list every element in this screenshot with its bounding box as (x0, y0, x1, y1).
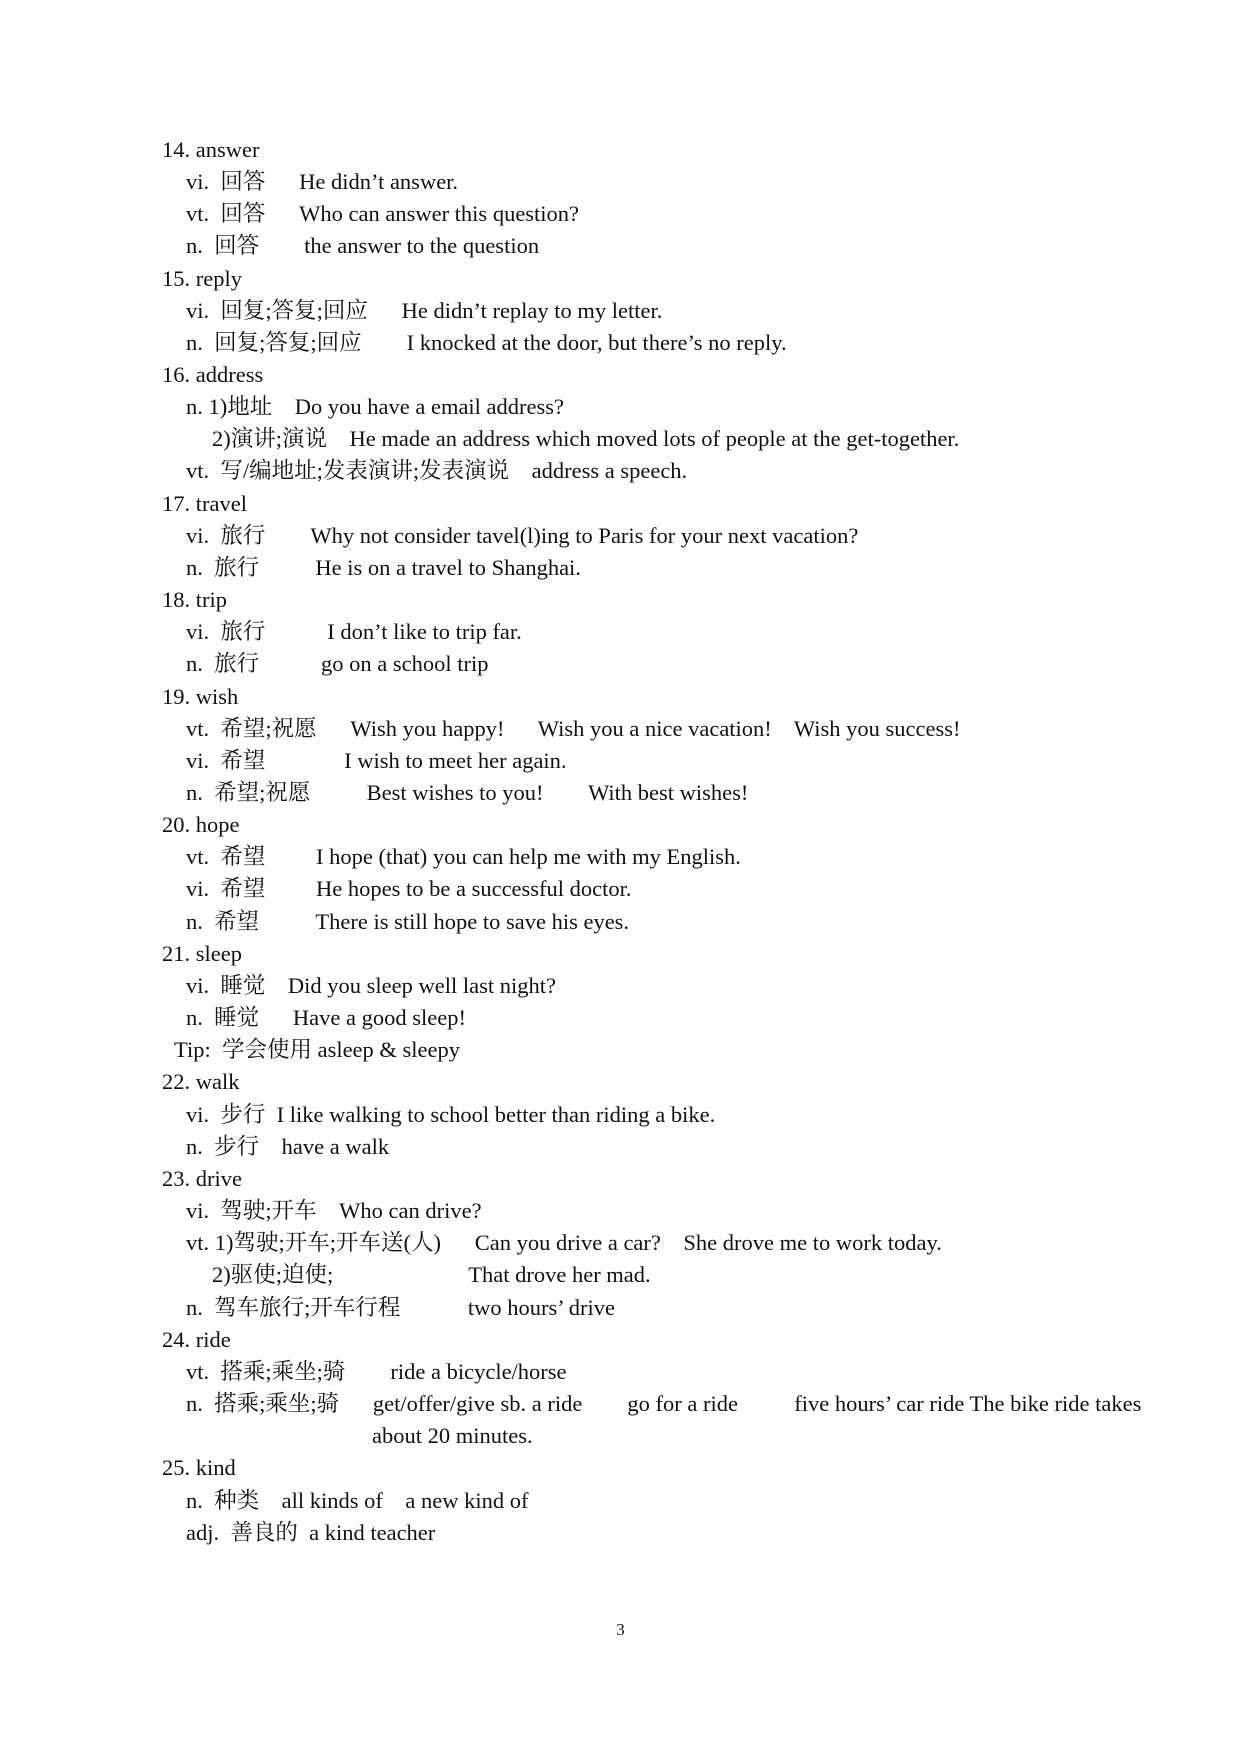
entry-heading-trip: 18. trip (162, 587, 227, 612)
sense-line: vt. 希望 I hope (that) you can help me with my English. (186, 844, 741, 869)
sense-line: vt. 1)驾驶;开车;开车送(人) Can you drive a car? She drove me to work today. (186, 1230, 942, 1255)
sense-line: n. 步行 have a walk (186, 1134, 390, 1159)
sense-line: vi. 希望 I wish to meet her again. (186, 748, 567, 773)
sense-line: n. 回复;答复;回应 I knocked at the door, but there’s no reply. (186, 330, 787, 355)
sense-line: vt. 回答 Who can answer this question? (186, 201, 580, 226)
entry-heading-reply: 15. reply (162, 266, 242, 291)
sense-line: vi. 步行 I like walking to school better than riding a bike. (186, 1102, 716, 1127)
entry-heading-address: 16. address (162, 362, 264, 387)
entry-heading-wish: 19. wish (162, 684, 239, 709)
sense-line: n. 旅行 go on a school trip (186, 651, 489, 676)
sense-line: vt. 希望;祝愿 Wish you happy! Wish you a nice vacation! Wish you success! (186, 716, 961, 741)
sense-line: vi. 驾驶;开车 Who can drive? (186, 1198, 482, 1223)
sense-line: vi. 回复;答复;回应 He didn’t replay to my letter. (186, 298, 663, 323)
sense-line: vi. 希望 He hopes to be a successful doctor. (186, 876, 632, 901)
tip-line: Tip: 学会使用 asleep & sleepy (174, 1037, 461, 1062)
sense-line: n. 希望;祝愿 Best wishes to you! With best wishes! (186, 780, 749, 805)
sense-line: 2)演讲;演说 He made an address which moved lots of people at the get-together. (212, 426, 960, 451)
sense-line: n. 种类 all kinds of a new kind of (186, 1488, 529, 1513)
entry-heading-ride: 24. ride (162, 1327, 231, 1352)
sense-line: adj. 善良的 a kind teacher (186, 1520, 436, 1545)
sense-line: 2)驱使;迫使; That drove her mad. (212, 1262, 651, 1287)
sense-line: n. 回答 the answer to the question (186, 233, 540, 258)
entry-heading-answer: 14. answer (162, 137, 260, 162)
sense-line: n. 睡觉 Have a good sleep! (186, 1005, 466, 1030)
sense-line: n. 旅行 He is on a travel to Shanghai. (186, 555, 581, 580)
sense-line: vi. 睡觉 Did you sleep well last night? (186, 973, 556, 998)
entry-heading-hope: 20. hope (162, 812, 240, 837)
sense-line: vt. 搭乘;乘坐;骑 ride a bicycle/horse (186, 1359, 567, 1384)
sense-line: vi. 旅行 Why not consider tavel(l)ing to Paris for your next vacation? (186, 523, 859, 548)
sense-line: vi. 旅行 I don’t like to trip far. (186, 619, 522, 644)
sense-line: n. 希望 There is still hope to save his eyes. (186, 909, 630, 934)
entry-heading-travel: 17. travel (162, 491, 247, 516)
sense-line: n. 驾车旅行;开车行程 two hours’ drive (186, 1295, 615, 1320)
sense-line-continued: about 20 minutes. (372, 1423, 533, 1448)
sense-line: vt. 写/编地址;发表演讲;发表演说 address a speech. (186, 458, 688, 483)
entry-heading-kind: 25. kind (162, 1455, 236, 1480)
page-number: 3 (616, 1620, 625, 1639)
entry-heading-sleep: 21. sleep (162, 941, 242, 966)
entry-heading-drive: 23. drive (162, 1166, 242, 1191)
sense-line: n. 搭乘;乘坐;骑 get/offer/give sb. a ride go for a ride five hours’ car ride The bike ride takes (186, 1391, 1142, 1416)
sense-line: n. 1)地址 Do you have a email address? (186, 394, 565, 419)
sense-line: vi. 回答 He didn’t answer. (186, 169, 459, 194)
entry-heading-walk: 22. walk (162, 1069, 240, 1094)
